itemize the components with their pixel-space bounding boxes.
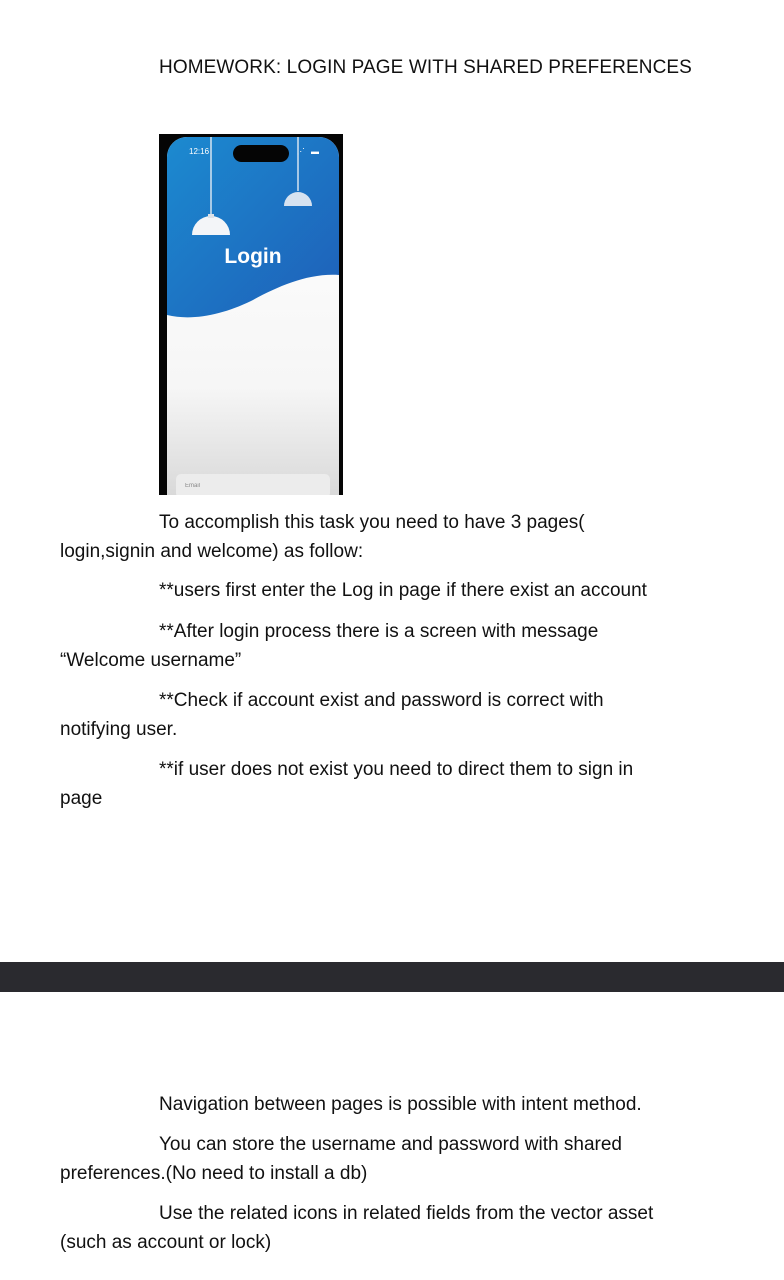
paragraph-line: You can store the username and password with shared <box>159 1134 622 1155</box>
wifi-battery-icon: ⋰ ▬ <box>296 147 321 156</box>
paragraph-line: **Check if account exist and password is correct with <box>159 690 604 711</box>
paragraph-line: page <box>60 788 103 809</box>
wave-shape <box>167 137 339 317</box>
paragraph-line: login,signin and welcome) as follow: <box>60 541 364 562</box>
login-heading: Login <box>224 245 282 268</box>
wave-header <box>167 137 339 337</box>
document-page-2 <box>0 992 784 1280</box>
paragraph-line: (such as account or lock) <box>60 1232 272 1253</box>
paragraph-line: preferences.(No need to install a db) <box>60 1163 368 1184</box>
paragraph-line: **After login process there is a screen with message <box>159 621 599 642</box>
paragraph-line: **if user does not exist you need to direct them to sign in <box>159 759 634 780</box>
paragraph-line: Use the related icons in related fields from the vector asset <box>159 1203 654 1224</box>
email-field[interactable] <box>176 474 330 495</box>
phone-screen <box>167 137 339 495</box>
intro-paragraph <box>60 508 740 566</box>
document-title: HOMEWORK: LOGIN PAGE WITH SHARED PREFERENCES <box>159 57 692 78</box>
phone-notch <box>233 145 289 162</box>
body-paragraph <box>60 1090 740 1119</box>
bullet-paragraph <box>60 755 740 813</box>
bullet-paragraph <box>60 576 740 605</box>
paragraph-line: To accomplish this task you need to have 3 pages( <box>159 512 585 533</box>
phone-screenshot <box>159 134 343 495</box>
paragraph-line: **users first enter the Log in page if there exist an account <box>159 580 647 601</box>
body-paragraph <box>60 1130 740 1188</box>
paragraph-line: Navigation between pages is possible with intent method. <box>159 1094 642 1115</box>
page-divider <box>0 962 784 992</box>
paragraph-line: “Welcome username” <box>60 650 242 671</box>
paragraph-line: notifying user. <box>60 719 178 740</box>
bullet-paragraph <box>60 686 740 744</box>
status-time: 12:16 <box>189 147 210 156</box>
body-paragraph <box>60 1199 740 1257</box>
bullet-paragraph <box>60 617 740 675</box>
